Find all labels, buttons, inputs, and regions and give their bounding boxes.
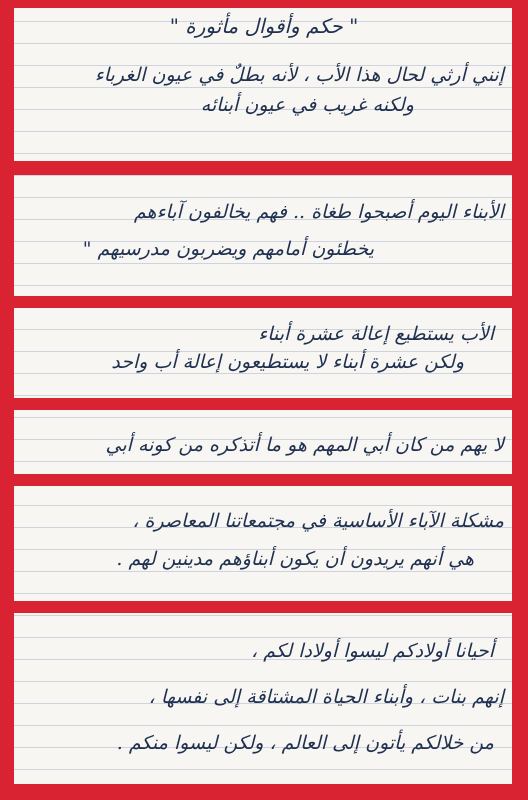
quote-section-4 <box>22 425 504 465</box>
quote-line: لا يهم من كان أبي المهم هو ما أتذكره من كونه أبي <box>105 434 504 456</box>
quote-section-5 <box>22 502 504 578</box>
quote-line: الأب يستطيع إعالة عشرة أبناء <box>258 323 494 345</box>
bottom-border-bar <box>0 784 528 800</box>
quote-line: إنهم بنات ، وأبناء الحياة المشتاقة إلى نفسها ، <box>148 686 504 708</box>
quote-line: أحيانا أولادكم ليسوا أولادا لكم ، <box>251 640 494 662</box>
quote-section-2 <box>22 192 504 266</box>
quote-line: إنني أرثي لحال هذا الأب ، لأنه بطلٌ في عيون الغرباء <box>94 64 504 86</box>
quote-line: مشكلة الآباء الأساسية في مجتمعاتنا المعاصرة ، <box>132 510 504 532</box>
divider-bar-1 <box>0 161 528 175</box>
divider-bar-2 <box>0 296 528 308</box>
quote-line: من خلالكم يأتون إلى العالم ، ولكن ليسوا منكم . <box>116 732 494 754</box>
quote-line: ولكن عشرة أبناء لا يستطيعون إعالة أب واحد <box>111 351 464 373</box>
divider-bar-3 <box>0 398 528 410</box>
divider-bar-4 <box>0 474 528 486</box>
quote-line: هي أنهم يريدون أن يكون أبناؤهم مدينين لهم . <box>116 548 474 570</box>
quote-line: الأبناء اليوم أصبحوا طغاة .. فهم يخالفون آباءهم <box>133 201 504 223</box>
quote-section-6 <box>22 628 504 766</box>
divider-bar-5 <box>0 601 528 613</box>
quote-section-1 <box>22 60 504 120</box>
quote-section-3 <box>22 320 504 376</box>
quote-line: يخطئون أمامهم ويضربون مدرسيهم " <box>82 238 374 260</box>
page-title: " حكم وأقوال مأثورة " <box>169 14 359 38</box>
top-border-bar <box>0 0 528 8</box>
quote-line: ولكنه غريب في عيون أبنائه <box>200 94 414 116</box>
